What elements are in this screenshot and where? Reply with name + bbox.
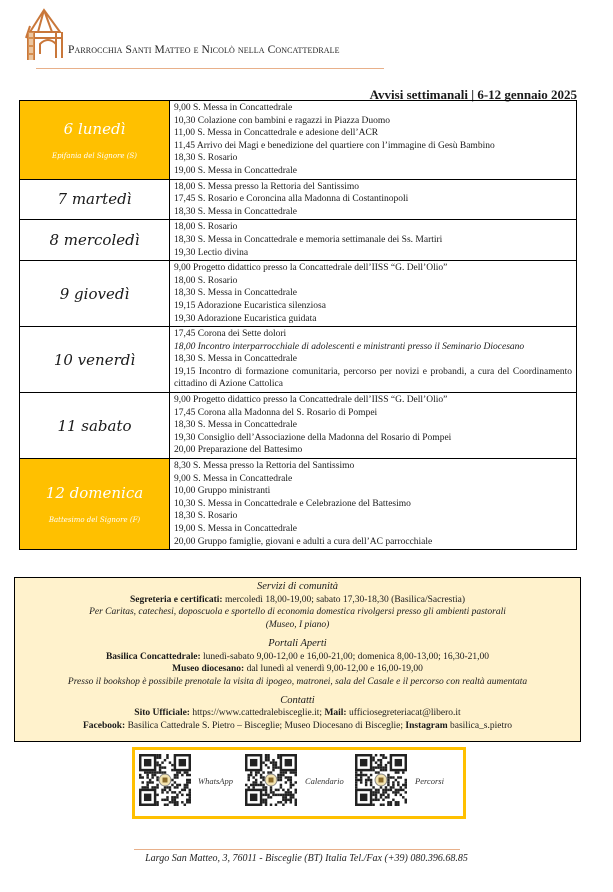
day-cell [20, 179, 170, 220]
church-logo-icon [24, 8, 66, 62]
day-cell [20, 220, 170, 261]
day-name: 11 sabato [57, 416, 132, 435]
feast-label: Epifania del Signore (S) [51, 151, 138, 160]
qr-codes-box [132, 747, 466, 819]
qr-code-icon[interactable] [245, 754, 297, 806]
schedule-row [20, 393, 577, 459]
basilica-label: Basilica Concattedrale: [105, 651, 201, 662]
event-item: 19,30 Lectio divina [174, 247, 249, 258]
instagram-text: basilica_s.pietro [447, 721, 513, 732]
footer-address: Largo San Matteo, 3, 76011 - Bisceglie (BT) Italia Tel./Fax (+39) 080.396.68.85 [145, 853, 468, 864]
museo-label: Museo diocesano: [172, 664, 245, 675]
event-item: 9,00 Progetto didattico presso la Concattedrale dell’IISS “G. Dell’Olio” [174, 395, 448, 406]
event-item: 10,30 Colazione con bambini e ragazzi in Piazza Duomo [174, 115, 391, 126]
segreteria-text: mercoledì 18,00-19,00; sabato 17,30-18,30 (Basilica/Sacrestia) [222, 594, 466, 605]
event-item: 10,00 Gruppo ministranti [174, 486, 271, 497]
schedule-row [20, 459, 577, 550]
day-name: 10 venerdì [53, 350, 136, 369]
event-item: 19,30 Consiglio dell’Associazione della Madonna del Rosario di Pompei [174, 432, 452, 443]
day-cell [20, 101, 170, 180]
info-box [14, 577, 581, 742]
footer-divider [134, 849, 460, 850]
instagram-label: Instagram [405, 721, 448, 732]
event-item: 9,00 Progetto didattico presso la Concattedrale dell’IISS “G. Dell’Olio” [174, 263, 448, 274]
day-name: 7 martedì [57, 190, 132, 209]
servizi-title: Servizi di comunità [256, 581, 339, 592]
events-cell [170, 220, 577, 261]
event-item: 17,45 S. Rosario e Coroncina alla Madonna di Costantinopoli [174, 194, 409, 205]
events-cell [170, 261, 577, 327]
event-item: 18,30 S. Messa in Concattedrale [174, 288, 297, 299]
event-item: 18,00 Incontro interparrocchiale di adolescenti e ministranti presso il Seminario Diocesano [174, 341, 525, 352]
event-item: 19,15 Adorazione Eucaristica silenziosa [174, 300, 326, 311]
event-item: 18,00 S. Rosario [174, 222, 238, 233]
event-item: 9,00 S. Messa in Concattedrale [174, 103, 293, 113]
qr-code-icon[interactable] [139, 754, 191, 806]
day-name: 9 giovedì [59, 284, 130, 303]
event-item: 20,00 Gruppo famiglie, giovani e adulti a cura dell’AC parrocchiale [174, 536, 433, 547]
portali-note: Presso il bookshop è possibile prenotale la visita di ipogeo, matronei, sala del Casale e il percorso con realtà aumentata [67, 676, 528, 687]
day-cell [20, 327, 170, 393]
servizi-note: Per Caritas, catechesi, doposcuola e sportello di economia domestica rivolgersi presso gli ambienti pastorali (Museo, I piano) [89, 607, 506, 631]
events-cell [170, 393, 577, 459]
day-name: 6 lunedì [63, 119, 126, 138]
facebook-label: Facebook: [82, 721, 126, 732]
event-item: 11,00 S. Messa in Concattedrale e adesione dell’ACR [174, 128, 379, 139]
event-item: 18,30 S. Messa in Concattedrale [174, 354, 297, 365]
schedule-row [20, 179, 577, 220]
event-item: 9,00 S. Messa in Concattedrale [174, 473, 293, 484]
event-item: 18,30 S. Rosario [174, 153, 238, 164]
week-title: Avvisi settimanali | 6-12 gennaio 2025 [369, 87, 577, 102]
events-cell [170, 459, 577, 550]
event-item: 18,30 S. Messa in Concattedrale [174, 206, 297, 217]
events-cell [170, 101, 577, 180]
day-cell [20, 393, 170, 459]
event-item: 18,00 S. Messa presso la Rettoria del Santissimo [174, 181, 359, 192]
museo-text: dal lunedì al venerdì 9,00-12,00 e 16,00-19,00 [244, 664, 423, 675]
day-name: 8 mercoledì [49, 231, 140, 250]
contatti-title: Contatti [280, 694, 315, 706]
schedule-table [19, 100, 577, 550]
portali-title: Portali Aperti [268, 637, 327, 649]
event-item: 18,30 S. Messa in Concattedrale [174, 420, 297, 431]
schedule-row [20, 327, 577, 393]
event-item: 19,00 S. Messa in Concattedrale [174, 524, 297, 534]
event-item: 18,30 S. Messa in Concattedrale e memoria settimanale dei Ss. Martiri [174, 234, 443, 245]
day-cell [20, 459, 170, 550]
day-cell [20, 261, 170, 327]
event-item: 18,30 S. Rosario [174, 511, 238, 522]
event-item: 19,00 S. Messa in Concattedrale [174, 165, 297, 176]
mail-label: Mail: [324, 708, 347, 719]
social-line [15, 720, 580, 733]
event-item: 20,00 Preparazione del Battesimo [174, 445, 303, 456]
basilica-text: lunedì-sabato 9,00-12,00 e 16,00-21,00; domenica 8,00-13,00; 16,30-21,00 [200, 651, 490, 662]
day-name: 12 domenica [45, 484, 144, 503]
event-item: 19,15 Incontro di formazione comunitaria, percorso per novizi e probandi, a cura del Coordinamento cittadino di Azione Cattolica [174, 366, 572, 390]
schedule-row [20, 261, 577, 327]
sito-link[interactable]: https://www.cattedralebisceglie.it; [189, 708, 325, 719]
event-item: 17,45 Corona dei Sette dolori [174, 329, 287, 340]
schedule-row [20, 101, 577, 180]
qr-code-icon[interactable] [355, 754, 407, 806]
qr-label-whatsapp: WhatsApp [198, 776, 233, 786]
mail-link[interactable]: ufficiosegreteriacat@libero.it [346, 708, 461, 719]
org-title: Parrocchia Santi Matteo e Nicolò nella Concattedrale [68, 44, 340, 56]
event-item: 11,45 Arrivo dei Magi e benedizione del quartiere con l’immagine di Gesù Bambino [174, 140, 495, 151]
feast-label: Battesimo del Signore (F) [48, 516, 141, 525]
segreteria-label: Segreteria e certificati: [129, 594, 223, 605]
event-item: 19,30 Adorazione Eucaristica guidata [174, 313, 317, 324]
segreteria-line [15, 594, 580, 607]
events-cell [170, 179, 577, 220]
event-item: 8,30 S. Messa presso la Rettoria del Santissimo [174, 461, 355, 472]
sito-line [15, 707, 580, 720]
event-item: 10,30 S. Messa in Concattedrale e Celebrazione del Battesimo [174, 498, 411, 509]
schedule-row [20, 220, 577, 261]
event-item: 17,45 Corona alla Madonna del S. Rosario di Pompei [174, 407, 378, 418]
facebook-text: Basilica Cattedrale S. Pietro – Bisceglie; Museo Diocesano di Bisceglie; [125, 721, 406, 732]
museo-line [15, 663, 580, 676]
basilica-line [15, 651, 580, 664]
sito-label: Sito Ufficiale: [134, 708, 190, 719]
header-divider [36, 68, 384, 69]
events-cell [170, 327, 577, 393]
qr-label-calendario: Calendario [305, 776, 344, 786]
event-item: 18,00 S. Rosario [174, 275, 238, 286]
qr-label-percorsi: Percorsi [415, 776, 444, 786]
